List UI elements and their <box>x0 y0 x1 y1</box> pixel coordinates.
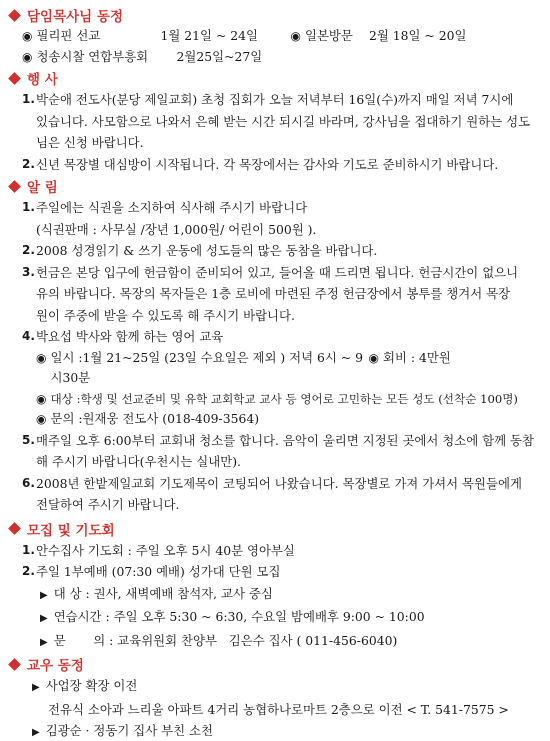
diamond-icon <box>8 658 21 671</box>
list-item: 4. 박요섭 박사와 함께 하는 영어 교육 ◉ 일시 :1월 21~25일 (23일 수요일은 제외 ) 저녁 6시 ~ 9시30분 ◉ 회비 : 4만원 ◉ 대상 :학생 및 선교준비 및 유학 교회학교 교사 등 영어로 고민하는 모든 성도 (선착순 100명) ◉ 문의 :원재웅 전도사 (018-409-3564) <box>8 326 544 430</box>
sub-item: ▶ 문 의 : 교육위원회 찬양부 김은수 집사 ( 011-456-6040) <box>8 630 544 654</box>
english-class-period: ◉ 일시 :1월 21~25일 (23일 수요일은 제외 ) 저녁 6시 ~ 9시30분 ◉ 회비 : 4만원 <box>36 349 451 385</box>
circle-bullet-icon: ◉ <box>36 412 47 426</box>
section-recruitment <box>8 518 544 540</box>
english-class-target: ◉ 대상 :학생 및 선교준비 및 유학 교회학교 교사 등 영어로 고민하는 모든 성도 (선착순 100명) <box>36 389 544 410</box>
section-member-news <box>8 653 544 675</box>
list-item: 1. 주일에는 식권을 소지하여 식사해 주시기 바랍니다 (식권판매 : 사무실 /장년 1,000원/ 어린이 500원 ). <box>22 200 317 237</box>
sub-item: ▶ 사업장 확장 이전 <box>8 675 544 699</box>
triangle-bullet-icon: ▶ <box>32 682 40 693</box>
list-item: 1. 박순애 전도사(분당 제일교회) 초청 집회가 오늘 저녁부터 16일(수)까지 매일 저녁 7시에 있습니다. 사모함으로 나와서 은혜 받는 시간 되시길 바라며, 강사님을 접대하기 원하는 성도 님은 신청 바랍니다. <box>22 92 531 150</box>
english-class-contact: ◉ 문의 :원재웅 전도사 (018-409-3564) <box>36 409 544 430</box>
pastor-news-row: ◉ 청송시찰 연합부흥회 2월25일~27일 <box>8 47 544 68</box>
circle-bullet-icon: ◉ <box>22 49 33 64</box>
diamond-icon <box>8 72 21 85</box>
circle-bullet-icon: ◉ <box>36 350 47 365</box>
section-events <box>8 67 544 89</box>
triangle-bullet-icon: ▶ <box>40 613 48 624</box>
list-item: 2. 2008 성경읽기 & 쓰기 운동에 성도들의 많은 동참을 바랍니다. <box>22 243 378 258</box>
sub-item: ▶ 대 상 : 권사, 새벽예배 참석자, 교사 중심 <box>8 583 544 607</box>
sub-item: ▶ 김광순 · 정동기 집사 부친 소천 <box>8 720 544 741</box>
list-item: 2. 주일 1부예배 (07:30 예배) 성가대 단원 모집 <box>22 564 281 579</box>
list-item: 5. 매주일 오후 6:00부터 교회내 청소를 합니다. 음악이 울리면 지정된 곳에서 청소에 함께 동참 해 주시기 바랍니다(우천시는 실내만). <box>22 432 534 469</box>
sub-item: ▶ 연습시간 : 주일 오후 5:30 ~ 6:30, 수요일 밤예배후 9:00 ~ 10:00 <box>8 606 544 630</box>
list-item: 1. 안수집사 기도회 : 주일 오후 5시 40분 영아부실 <box>22 542 295 558</box>
diamond-icon <box>8 9 21 22</box>
section-notices <box>8 175 544 197</box>
section-pastor-news <box>8 4 544 26</box>
diamond-icon <box>8 522 21 535</box>
triangle-bullet-icon: ▶ <box>32 727 40 738</box>
triangle-bullet-icon: ▶ <box>40 636 48 648</box>
circle-bullet-icon: ◉ <box>22 29 33 43</box>
section-title: 알 림 <box>27 180 58 196</box>
section-title: 행 사 <box>27 72 58 88</box>
list-item: 2. 신년 목장별 대심방이 시작됩니다. 각 목장에서는 감사와 기도로 준비하시기 바랍니다. <box>22 156 499 172</box>
list-item: 6. 2008년 한밭제일교회 기도제목이 코팅되어 나왔습니다. 목장별로 가져 가셔서 목원들에게 전달하여 주시기 바랍니다. <box>22 475 522 512</box>
section-title: 담임목사님 동정 <box>27 9 123 25</box>
section-title: 교우 동정 <box>27 658 84 674</box>
list-item: 3. 헌금은 본당 입구에 헌금함이 준비되어 있고, 들어올 때 드리면 됩니다. 헌금시간이 없으니 유의 바랍니다. 목장의 목자들은 1층 로비에 마련된 주정 헌금장에서 봉투를 챙겨서 목장 원이 주중에 받을 수 있도록 해 주시기 바랍니다. <box>22 264 519 323</box>
circle-bullet-icon: ◉ <box>368 350 379 365</box>
circle-bullet-icon: ◉ <box>36 391 47 406</box>
section-title: 모집 및 기도회 <box>27 522 115 539</box>
triangle-bullet-icon: ▶ <box>40 589 48 601</box>
pastor-news-row: ◉ 필리핀 선교 1월 21일 ~ 24일 ◉ 일본방문 2월 18일 ~ 20일 <box>8 26 544 47</box>
diamond-icon <box>8 180 21 193</box>
member-news-detail: 전유식 소아과 느리울 아파트 4거리 농협하나로마트 2층으로 이전 < T. 541-7575 > <box>48 701 509 717</box>
circle-bullet-icon: ◉ <box>290 29 301 43</box>
